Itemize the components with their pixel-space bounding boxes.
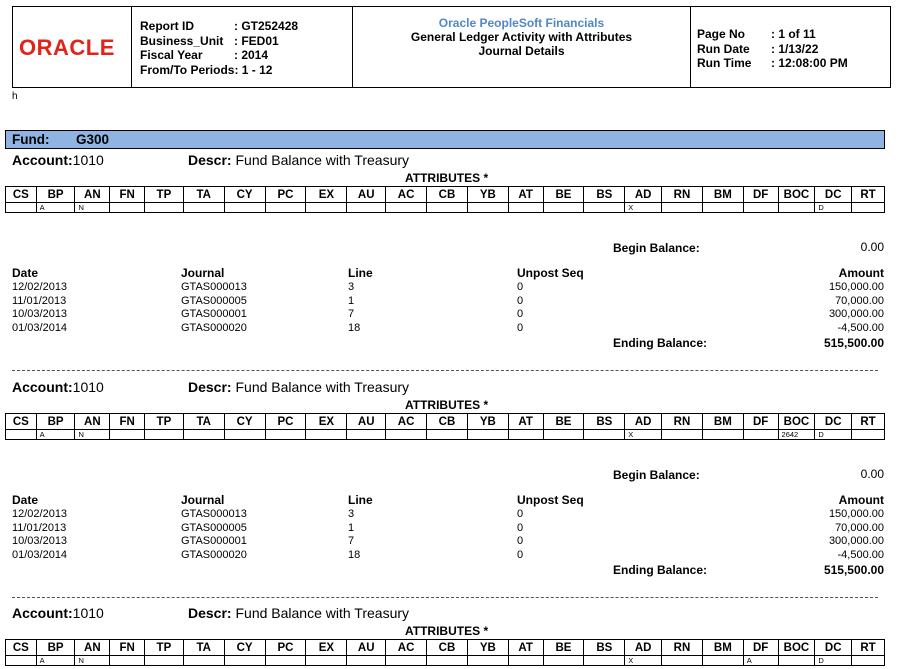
attributes-heading: ATTRIBUTES * (405, 398, 489, 412)
journal-row-line: 3 (348, 508, 355, 520)
attr-header-ad: AD (625, 414, 662, 430)
periods-value: 1 - 12 (241, 62, 273, 77)
journal-row-unpost: 0 (517, 294, 524, 307)
attr-header-rt: RT (852, 414, 885, 430)
journal-row-journal: GTAS000013 (181, 281, 247, 293)
journal-row-journal: GTAS000001 (181, 535, 247, 548)
attr-header-boc: BOC (778, 187, 815, 203)
attr-header-au: AU (347, 640, 386, 656)
attributes-value-row (6, 203, 885, 213)
attr-value-at (508, 656, 543, 666)
col-amount: Amount (838, 493, 884, 507)
attr-header-bm: BM (702, 187, 743, 203)
attr-header-boc: BOC (778, 414, 815, 430)
attr-value-at (508, 203, 543, 213)
attr-header-tp: TP (144, 414, 183, 430)
run-date-label: Run Date (697, 41, 750, 56)
attr-header-bs: BS (584, 414, 625, 430)
attr-header-cb: CB (427, 414, 468, 430)
attr-value-cy (224, 203, 265, 213)
attr-header-ad: AD (625, 640, 662, 656)
col-line: Line (348, 266, 373, 280)
title-box (352, 6, 691, 88)
attr-value-ac (386, 656, 427, 666)
attr-value-ad: X (625, 203, 662, 213)
attr-value-yb (467, 203, 508, 213)
attr-header-pc: PC (265, 414, 306, 430)
journal-row-date: 10/03/2013 (12, 308, 68, 321)
begin-balance-label: Begin Balance: (613, 241, 700, 255)
attr-header-fn: FN (110, 414, 145, 430)
attr-header-au: AU (347, 414, 386, 430)
attr-header-be: BE (543, 414, 584, 430)
attr-header-yb: YB (467, 187, 508, 203)
journal-row-line: 1 (348, 521, 355, 534)
run-time-label: Run Time (697, 56, 752, 70)
attributes-value-row (6, 430, 885, 440)
account-value: 1010 (72, 605, 104, 621)
attr-header-cs: CS (6, 187, 37, 203)
report-subtitle: Journal Details (478, 44, 565, 58)
attr-value-ac (386, 430, 427, 440)
attr-value-rt (852, 430, 885, 440)
attr-header-ta: TA (183, 640, 224, 656)
journal-row-unpost: 0 (517, 535, 524, 548)
journal-row-date: 01/03/2014 (12, 549, 68, 562)
fund-label: Fund: (12, 132, 50, 147)
journal-row-unpost: 0 (517, 281, 524, 293)
attr-value-au (347, 656, 386, 666)
attributes-heading: ATTRIBUTES * (405, 171, 489, 185)
col-unpost: Unpost Seq (517, 266, 584, 280)
attr-header-cb: CB (427, 640, 468, 656)
attr-header-bp: BP (36, 187, 75, 203)
journal-row-amount: 70,000.00 (835, 521, 884, 534)
app-title: Oracle PeopleSoft Financials (438, 16, 605, 30)
account-value: 1010 (72, 152, 104, 168)
ending-balance-value: 515,500.00 (823, 563, 884, 577)
attr-value-cb (427, 203, 468, 213)
descr-label: Descr: (188, 605, 232, 621)
descr-row (188, 152, 409, 168)
attr-value-dc: D (815, 203, 852, 213)
attr-value-rt (852, 203, 885, 213)
business-unit-value: : FED01 (234, 33, 279, 48)
journal-row-unpost: 0 (517, 322, 524, 335)
journal-row-journal: GTAS000020 (181, 322, 247, 335)
attr-header-bs: BS (584, 640, 625, 656)
journal-row-amount: 300,000.00 (828, 308, 884, 321)
periods-row (140, 63, 272, 78)
journal-row-amount: 150,000.00 (828, 508, 884, 520)
attr-header-rn: RN (662, 640, 703, 656)
begin-balance-value: 0.00 (860, 467, 884, 481)
attr-header-bm: BM (702, 640, 743, 656)
attr-value-rt (852, 656, 885, 666)
attr-header-pc: PC (265, 640, 306, 656)
attr-value-rn (662, 203, 703, 213)
attr-value-au (347, 203, 386, 213)
attr-value-tp (144, 430, 183, 440)
col-date: Date (12, 493, 39, 507)
attr-value-bp: A (36, 430, 75, 440)
attr-value-bp: A (36, 203, 75, 213)
attr-header-at: AT (508, 187, 543, 203)
journal-row-amount: -4,500.00 (837, 322, 884, 335)
attr-header-rn: RN (662, 414, 703, 430)
attr-value-cb (427, 656, 468, 666)
attr-value-tp (144, 656, 183, 666)
descr-row (188, 605, 409, 621)
journal-row-journal: GTAS000005 (181, 521, 247, 534)
attr-value-cs (6, 656, 37, 666)
attr-header-dc: DC (815, 187, 852, 203)
col-unpost: Unpost Seq (517, 493, 584, 507)
descr-value: Fund Balance with Treasury (235, 379, 410, 395)
descr-row (188, 379, 409, 395)
attributes-table (5, 186, 885, 213)
attr-header-cy: CY (224, 187, 265, 203)
journal-row-date: 11/01/2013 (12, 521, 67, 534)
attr-value-an: N (75, 656, 110, 666)
descr-label: Descr: (188, 152, 232, 168)
attr-header-ad: AD (625, 187, 662, 203)
attr-header-cs: CS (6, 640, 37, 656)
col-amount: Amount (838, 266, 884, 280)
journal-row-line: 3 (348, 281, 355, 293)
attr-value-dc: D (815, 430, 852, 440)
col-date: Date (12, 266, 39, 280)
attr-value-boc (778, 203, 815, 213)
attr-header-au: AU (347, 187, 386, 203)
journal-row-line: 1 (348, 294, 355, 307)
attr-value-rn (662, 656, 703, 666)
attr-header-rt: RT (852, 187, 885, 203)
attr-header-cb: CB (427, 187, 468, 203)
attr-value-bp: A (36, 656, 75, 666)
attributes-header-row (6, 640, 885, 656)
attributes-heading: ATTRIBUTES * (405, 624, 489, 638)
attr-value-boc (778, 656, 815, 666)
attr-header-be: BE (543, 640, 584, 656)
attr-value-be (543, 656, 584, 666)
business-unit-label: Business_Unit (140, 33, 224, 48)
attr-value-df: A (743, 656, 778, 666)
attr-value-ad: X (625, 656, 662, 666)
attr-value-fn (110, 656, 145, 666)
run-time-value: : 12:08:00 PM (771, 56, 848, 70)
attr-header-be: BE (543, 187, 584, 203)
attr-header-ex: EX (306, 187, 347, 203)
ending-balance-value: 515,500.00 (823, 336, 884, 350)
account-label: Account: (12, 152, 73, 168)
attr-value-cy (224, 656, 265, 666)
account-value: 1010 (72, 379, 104, 395)
descr-value: Fund Balance with Treasury (235, 605, 410, 621)
oracle-logo: ORACLE (19, 35, 115, 60)
attr-header-fn: FN (110, 640, 145, 656)
journal-row-amount: -4,500.00 (837, 549, 884, 562)
page-info-box (690, 6, 891, 88)
journal-row-date: 01/03/2014 (12, 322, 68, 335)
stray-char: h (12, 91, 18, 102)
attr-header-dc: DC (815, 640, 852, 656)
attr-header-cs: CS (6, 414, 37, 430)
attr-header-df: DF (743, 640, 778, 656)
attr-header-cy: CY (224, 640, 265, 656)
attr-value-bs (584, 656, 625, 666)
attr-value-boc: 2642 (778, 430, 815, 440)
journal-row-journal: GTAS000013 (181, 508, 247, 520)
attr-header-ac: AC (386, 414, 427, 430)
journal-row-unpost: 0 (517, 521, 524, 534)
attr-value-df (743, 430, 778, 440)
attributes-value-row (6, 656, 885, 666)
attr-value-an: N (75, 203, 110, 213)
attr-value-ex (306, 430, 347, 440)
col-line: Line (348, 493, 373, 507)
journal-row-date: 12/02/2013 (12, 281, 68, 293)
attr-value-tp (144, 203, 183, 213)
attr-header-ta: TA (183, 187, 224, 203)
journal-row-unpost: 0 (517, 308, 524, 321)
attr-value-ta (183, 430, 224, 440)
attr-value-ex (306, 656, 347, 666)
report-id-value: : GT252428 (234, 19, 299, 33)
fund-bar (5, 130, 885, 149)
page-no-label: Page No (697, 27, 746, 41)
attr-value-bm (702, 430, 743, 440)
attr-value-cs (6, 430, 37, 440)
attr-value-yb (467, 656, 508, 666)
account-label: Account: (12, 379, 73, 395)
attr-value-pc (265, 430, 306, 440)
attr-value-bs (584, 203, 625, 213)
journal-row-amount: 300,000.00 (828, 535, 884, 548)
attr-header-ex: EX (306, 414, 347, 430)
fiscal-year-value: : 2014 (234, 48, 269, 62)
attr-header-boc: BOC (778, 640, 815, 656)
attr-value-dc: D (815, 656, 852, 666)
journal-row-amount: 150,000.00 (828, 281, 884, 293)
attr-value-at (508, 430, 543, 440)
attributes-table (5, 639, 885, 666)
fiscal-year-label: Fiscal Year (140, 48, 203, 62)
attr-header-rn: RN (662, 187, 703, 203)
journal-row-journal: GTAS000020 (181, 549, 247, 562)
account-row (12, 605, 104, 621)
periods-label: From/To Periods: (140, 62, 239, 77)
ending-balance-label: Ending Balance: (613, 563, 708, 577)
begin-balance-value: 0.00 (860, 240, 884, 254)
attr-header-df: DF (743, 414, 778, 430)
attributes-table (5, 413, 885, 440)
attr-value-ta (183, 203, 224, 213)
attr-header-ta: TA (183, 414, 224, 430)
journal-row-line: 18 (348, 549, 361, 562)
attr-header-yb: YB (467, 414, 508, 430)
journal-row-line: 18 (348, 322, 361, 335)
col-journal: Journal (181, 266, 225, 280)
account-row (12, 152, 104, 168)
journal-row-unpost: 0 (517, 508, 524, 520)
attr-header-yb: YB (467, 640, 508, 656)
attr-value-cb (427, 430, 468, 440)
attr-header-ex: EX (306, 640, 347, 656)
descr-value: Fund Balance with Treasury (235, 152, 410, 168)
attr-header-df: DF (743, 187, 778, 203)
page-no-value: : 1 of 11 (771, 27, 816, 41)
descr-label: Descr: (188, 379, 232, 395)
journal-row-unpost: 0 (517, 549, 524, 562)
attr-value-an: N (75, 430, 110, 440)
attr-header-cy: CY (224, 414, 265, 430)
journal-row-amount: 70,000.00 (835, 294, 884, 307)
fund-value: G300 (76, 132, 110, 147)
divider (12, 597, 878, 598)
attr-header-at: AT (508, 640, 543, 656)
journal-row-journal: GTAS000005 (181, 294, 247, 307)
attr-header-an: AN (75, 414, 110, 430)
report-info-box (131, 6, 353, 88)
attr-header-at: AT (508, 414, 543, 430)
attr-value-ta (183, 656, 224, 666)
account-label: Account: (12, 605, 73, 621)
ending-balance-label: Ending Balance: (613, 336, 708, 350)
attr-value-bm (702, 656, 743, 666)
attr-value-fn (110, 203, 145, 213)
attr-value-be (543, 430, 584, 440)
journal-row-date: 11/01/2013 (12, 294, 67, 307)
report-id-label: Report ID (140, 19, 194, 33)
journal-row-line: 7 (348, 535, 355, 548)
col-journal: Journal (181, 493, 225, 507)
begin-balance-label: Begin Balance: (613, 468, 700, 482)
attr-value-yb (467, 430, 508, 440)
attr-header-bp: BP (36, 414, 75, 430)
attr-value-au (347, 430, 386, 440)
attr-header-dc: DC (815, 414, 852, 430)
attr-value-fn (110, 430, 145, 440)
run-date-value: : 1/13/22 (771, 41, 819, 56)
journal-row-date: 10/03/2013 (12, 535, 68, 548)
attr-value-cs (6, 203, 37, 213)
attr-value-bs (584, 430, 625, 440)
attr-value-be (543, 203, 584, 213)
attr-value-ac (386, 203, 427, 213)
divider (12, 370, 878, 371)
attr-header-tp: TP (144, 640, 183, 656)
attr-value-df (743, 203, 778, 213)
attr-header-rt: RT (852, 640, 885, 656)
attr-header-bp: BP (36, 640, 75, 656)
attr-value-pc (265, 203, 306, 213)
account-row (12, 379, 104, 395)
report-title: General Ledger Activity with Attributes (410, 30, 633, 44)
attr-value-ex (306, 203, 347, 213)
attributes-header-row (6, 414, 885, 430)
attr-header-bm: BM (702, 414, 743, 430)
attr-header-bs: BS (584, 187, 625, 203)
attr-header-an: AN (75, 640, 110, 656)
attr-value-rn (662, 430, 703, 440)
attr-value-ad: X (625, 430, 662, 440)
attr-header-tp: TP (144, 187, 183, 203)
attr-header-fn: FN (110, 187, 145, 203)
attr-header-ac: AC (386, 640, 427, 656)
attributes-header-row (6, 187, 885, 203)
attr-header-pc: PC (265, 187, 306, 203)
journal-row-journal: GTAS000001 (181, 308, 247, 321)
attr-value-bm (702, 203, 743, 213)
logo-box (12, 6, 132, 88)
attr-header-ac: AC (386, 187, 427, 203)
attr-value-pc (265, 656, 306, 666)
attr-value-cy (224, 430, 265, 440)
attr-header-an: AN (75, 187, 110, 203)
journal-row-date: 12/02/2013 (12, 508, 68, 520)
journal-row-line: 7 (348, 308, 355, 321)
